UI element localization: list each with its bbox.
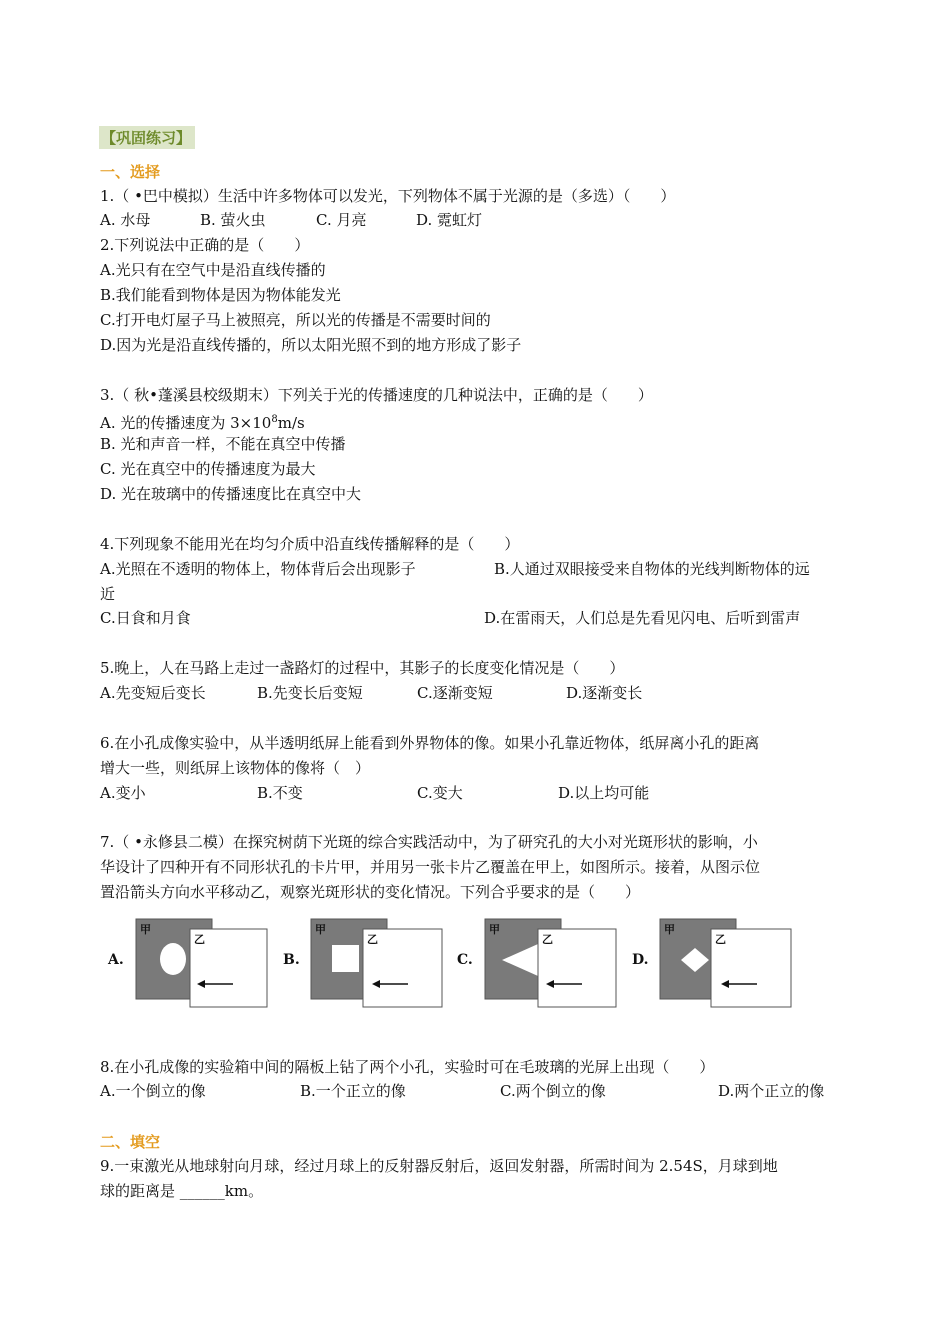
q1-option-c: C. 月亮 xyxy=(316,211,367,229)
figure-c-letter: C. xyxy=(457,952,473,968)
figure-d-letter: D. xyxy=(632,952,649,968)
q7-stem-line2: 华设计了四种开有不同形状孔的卡片甲，并用另一张卡片乙覆盖在甲上，如图所示。接着，从图示位 xyxy=(100,858,761,876)
circle-hole xyxy=(160,943,186,975)
label-jia: 甲 xyxy=(140,923,151,936)
square-hole xyxy=(332,945,359,972)
q4-stem: 4.下列现象不能用光在均匀介质中沿直线传播解释的是（ ） xyxy=(100,535,520,553)
q9-stem-line2: 球的距离是 ______km。 xyxy=(100,1182,264,1200)
q1-option-d: D. 霓虹灯 xyxy=(416,211,483,229)
q6-stem-line2: 增大一些，则纸屏上该物体的像将（ ） xyxy=(100,759,371,777)
q9-stem-line1: 9.一束激光从地球射向月球，经过月球上的反射器反射后，返回发射器，所需时间为 2.54S，月球到地 xyxy=(100,1157,778,1175)
q3-option-c: C. 光在真空中的传播速度为最大 xyxy=(100,460,316,478)
label-jia: 甲 xyxy=(489,923,500,936)
q4-option-b-line1: B.人通过双眼接受来自物体的光线判断物体的远 xyxy=(494,560,810,578)
q5-option-b: B.先变长后变短 xyxy=(257,684,363,702)
section-choice-heading: 一、选择 xyxy=(100,163,161,181)
q7-figure-b xyxy=(283,918,458,1008)
q3-option-d: D. 光在玻璃中的传播速度比在真空中大 xyxy=(100,485,362,503)
figure-c-card-diagram xyxy=(484,918,632,1008)
q1-option-a: A. 水母 xyxy=(100,211,151,229)
q3-stem: 3.（ 秋•蓬溪县校级期末）下列关于光的传播速度的几种说法中，正确的是（ ） xyxy=(100,386,653,404)
figure-b-card-diagram xyxy=(310,918,458,1008)
q3-option-a: A. 光的传播速度为 $3\times 10^8m/s$ xyxy=(100,414,305,432)
q5-option-d: D.逐渐变长 xyxy=(566,684,643,702)
q7-stem-line1: 7.（ •永修县二模）在探究树荫下光斑的综合实践活动中，为了研究孔的大小对光斑形状的影响，小 xyxy=(100,833,758,851)
q6-option-c: C.变大 xyxy=(417,784,463,802)
q7-figure-d xyxy=(632,918,807,1008)
label-jia: 甲 xyxy=(664,923,675,936)
q5-option-c: C.逐渐变短 xyxy=(417,684,493,702)
q7-figure-c xyxy=(457,918,632,1008)
q1-stem: 1.（ •巴中模拟）生活中许多物体可以发光，下列物体不属于光源的是（多选）（ ） xyxy=(100,187,676,205)
q8-stem: 8.在小孔成像的实验箱中间的隔板上钻了两个小孔，实验时可在毛玻璃的光屏上出现（ ） xyxy=(100,1058,715,1076)
q4-option-b-line2: 近 xyxy=(100,585,116,603)
label-jia: 甲 xyxy=(315,923,326,936)
q1-option-b: B. 萤火虫 xyxy=(200,211,266,229)
practice-badge: 【巩固练习】 xyxy=(99,126,195,149)
q3-option-b: B. 光和声音一样，不能在真空中传播 xyxy=(100,435,346,453)
q7-stem-line3: 置沿箭头方向水平移动乙，观察光斑形状的变化情况。下列合乎要求的是（ ） xyxy=(100,883,641,901)
q6-option-d: D.以上均可能 xyxy=(558,784,650,802)
q7-figure-a xyxy=(108,918,283,1008)
label-yi: 乙 xyxy=(194,933,205,946)
label-yi: 乙 xyxy=(367,933,378,946)
q2-option-d: D.因为光是沿直线传播的，所以太阳光照不到的地方形成了影子 xyxy=(100,336,522,354)
figure-a-letter: A. xyxy=(108,952,124,968)
figure-b-letter: B. xyxy=(283,952,300,968)
q2-option-b: B.我们能看到物体是因为物体能发光 xyxy=(100,286,341,304)
label-yi: 乙 xyxy=(542,933,553,946)
q4-option-d: D.在雷雨天，人们总是先看见闪电、后听到雷声 xyxy=(484,609,801,627)
q6-option-a: A.变小 xyxy=(100,784,146,802)
q6-option-b: B.不变 xyxy=(257,784,303,802)
q8-option-c: C.两个倒立的像 xyxy=(500,1082,606,1100)
q2-stem: 2.下列说法中正确的是（ ） xyxy=(100,236,310,254)
q4-option-c: C.日食和月食 xyxy=(100,609,191,627)
q2-option-c: C.打开电灯屋子马上被照亮，所以光的传播是不需要时间的 xyxy=(100,311,491,329)
q8-option-b: B.一个正立的像 xyxy=(300,1082,406,1100)
figure-a-card-diagram xyxy=(135,918,283,1008)
q2-option-a: A.光只有在空气中是沿直线传播的 xyxy=(100,261,326,279)
q8-option-a: A.一个倒立的像 xyxy=(100,1082,206,1100)
section-fill-heading: 二、填空 xyxy=(100,1133,161,1151)
label-yi: 乙 xyxy=(715,933,726,946)
q6-stem-line1: 6.在小孔成像实验中，从半透明纸屏上能看到外界物体的像。如果小孔靠近物体，纸屏离小孔的距离 xyxy=(100,734,760,752)
q5-stem: 5.晚上，人在马路上走过一盏路灯的过程中，其影子的长度变化情况是（ ） xyxy=(100,659,625,677)
q8-option-d: D.两个正立的像 xyxy=(718,1082,825,1100)
figure-d-card-diagram xyxy=(659,918,807,1008)
q5-option-a: A.先变短后变长 xyxy=(100,684,206,702)
q4-option-a: A.光照在不透明的物体上，物体背后会出现影子 xyxy=(100,560,416,578)
